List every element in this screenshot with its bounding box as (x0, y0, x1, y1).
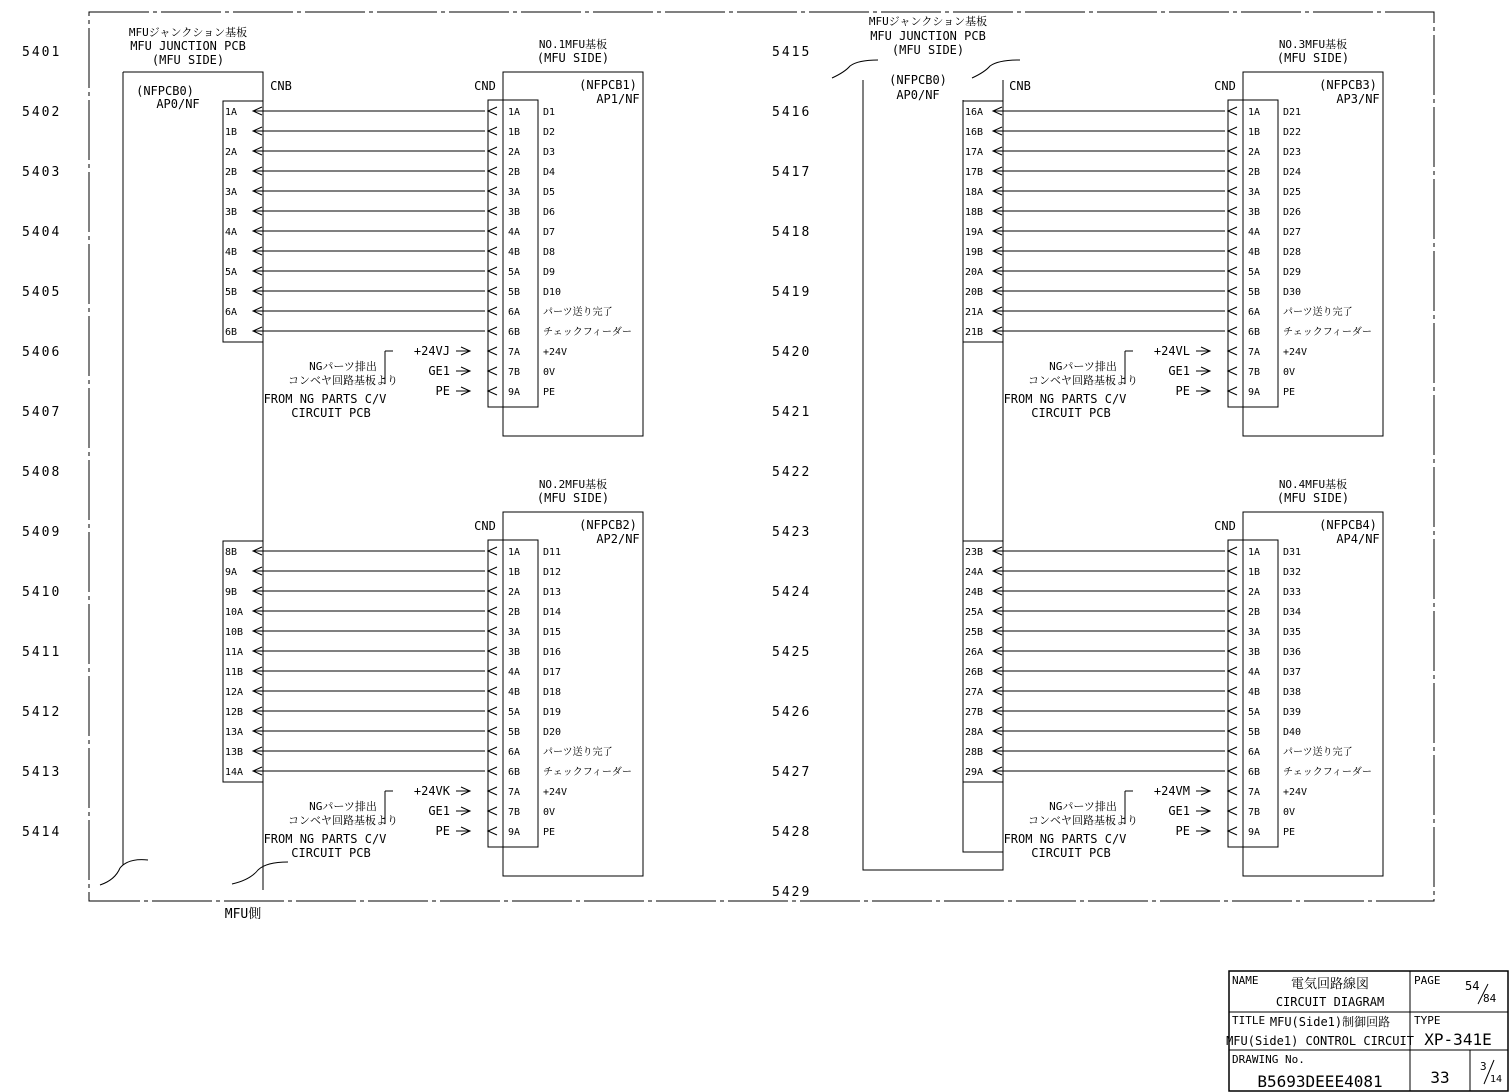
board-side: (MFU SIDE) (1276, 491, 1350, 505)
board-pin: 5B (1248, 727, 1261, 738)
signal-label: D29 (1283, 267, 1302, 278)
junction-pin: 9A (225, 567, 238, 578)
board-side: (MFU SIDE) (536, 491, 610, 505)
signal-label: チェックフィーダー (543, 767, 632, 778)
signal-label: D21 (1283, 107, 1302, 118)
junction-pin: 8B (225, 547, 238, 558)
junction-title-en: MFU JUNCTION PCB (130, 39, 246, 53)
row-number: 5414 (22, 825, 62, 840)
type-label: TYPE (1414, 1014, 1441, 1027)
drawing-number: B5693DEEE4081 (1257, 1072, 1383, 1091)
junction-pin: 11B (225, 667, 244, 678)
signal-label: D13 (543, 587, 562, 598)
junction-title-en: MFU JUNCTION PCB (870, 29, 986, 43)
row-number: 5427 (772, 765, 812, 780)
signal-label: D1 (543, 107, 556, 118)
junction-pin: 6A (225, 307, 238, 318)
board-pin: 1A (508, 547, 521, 558)
board-pin: 3B (1248, 207, 1261, 218)
connector-label: CND (1214, 79, 1236, 93)
row-number: 5424 (772, 585, 812, 600)
signal-label: 0V (1283, 807, 1296, 818)
power-source: GE1 (1168, 804, 1190, 818)
signal-label: +24V (543, 787, 568, 798)
board-pin: 6A (508, 747, 521, 758)
junction-pcb: (NFPCB0) (136, 84, 194, 98)
board-ap: AP2/NF (596, 532, 640, 546)
board-pin: 9A (1248, 387, 1261, 398)
board-pin: 3A (508, 627, 521, 638)
type-value: XP-341E (1424, 1030, 1492, 1049)
sub-total: 14 (1490, 1074, 1503, 1085)
junction-side: (MFU SIDE) (891, 43, 965, 57)
signal-label: D22 (1283, 127, 1302, 138)
row-number: 5406 (22, 345, 62, 360)
signal-label: パーツ送り完了 (1283, 747, 1353, 758)
board-pin: 7B (1248, 367, 1261, 378)
row-number: 5429 (772, 885, 812, 900)
board-pin: 7A (508, 347, 521, 358)
signal-label: +24V (1283, 787, 1308, 798)
signal-label: D8 (543, 247, 556, 258)
row-number: 5405 (22, 285, 62, 300)
board-pin: 3A (1248, 627, 1261, 638)
row-number: 5408 (22, 465, 62, 480)
board-side: (MFU SIDE) (1276, 51, 1350, 65)
signal-label: D11 (543, 547, 562, 558)
junction-pin: 5B (225, 287, 238, 298)
ng-source-jp: NGパーツ排出 (1049, 800, 1117, 813)
board-pin: 4B (1248, 247, 1261, 258)
signal-label: D6 (543, 207, 556, 218)
ng-source-jp: NGパーツ排出 (1049, 360, 1117, 373)
power-source: GE1 (1168, 364, 1190, 378)
signal-label: +24V (1283, 347, 1308, 358)
signal-label: D38 (1283, 687, 1302, 698)
board-pin: 2A (1248, 147, 1261, 158)
junction-pin: 20B (965, 287, 984, 298)
junction-pin: 27B (965, 707, 984, 718)
junction-pin: 10A (225, 607, 244, 618)
junction-pin: 20A (965, 267, 984, 278)
board-pin: 2B (1248, 167, 1261, 178)
junction-pin: 11A (225, 647, 244, 658)
footer-label: MFU側 (224, 907, 262, 922)
junction-ap: AP0/NF (896, 88, 940, 102)
signal-label: 0V (543, 367, 556, 378)
signal-label: D30 (1283, 287, 1302, 298)
board-pin: 7A (1248, 347, 1261, 358)
board-pin: 6B (508, 327, 521, 338)
name-label: NAME (1232, 974, 1259, 987)
signal-label: D10 (543, 287, 562, 298)
junction-pin: 23B (965, 547, 984, 558)
row-number: 5426 (772, 705, 812, 720)
ng-source-en: FROM NG PARTS C/V (1003, 832, 1127, 846)
junction-pin: 5A (225, 267, 238, 278)
name-jp: 電気回路線図 (1290, 977, 1370, 992)
junction-pin: 26A (965, 647, 984, 658)
signal-label: D12 (543, 567, 562, 578)
sheet-number: 33 (1430, 1068, 1450, 1087)
row-number: 5411 (22, 645, 62, 660)
signal-label: D2 (543, 127, 556, 138)
board-pin: 2A (1248, 587, 1261, 598)
board-pin: 9A (1248, 827, 1261, 838)
title-jp: MFU(Side1)制御回路 (1269, 1015, 1391, 1029)
board-pin: 6A (1248, 307, 1261, 318)
ng-source-en: CIRCUIT PCB (1031, 846, 1111, 860)
signal-label: D40 (1283, 727, 1302, 738)
signal-label: パーツ送り完了 (1283, 307, 1353, 318)
row-number: 5413 (22, 765, 62, 780)
power-source: GE1 (428, 364, 450, 378)
signal-label: D24 (1283, 167, 1302, 178)
board-pin: 6B (1248, 767, 1261, 778)
board-pin: 3B (508, 207, 521, 218)
junction-ap: AP0/NF (156, 97, 200, 111)
board-pin: 4B (1248, 687, 1261, 698)
board-pin: 1B (508, 127, 521, 138)
junction-pin: 17B (965, 167, 984, 178)
drawing-label: DRAWING No. (1232, 1053, 1305, 1066)
junction-pin: 24A (965, 567, 984, 578)
row-number: 5428 (772, 825, 812, 840)
ng-source-en: FROM NG PARTS C/V (263, 832, 387, 846)
board-pin: 5B (508, 287, 521, 298)
junction-pin: 10B (225, 627, 244, 638)
board-pin: 2B (1248, 607, 1261, 618)
junction-title-jp: MFUジャンクション基板 (868, 15, 988, 28)
power-source: PE (1175, 824, 1190, 838)
connector-label: CND (474, 79, 496, 93)
signal-label: D25 (1283, 187, 1302, 198)
junction-pin: 21B (965, 327, 984, 338)
board-pin: 6A (1248, 747, 1261, 758)
signal-label: PE (1283, 387, 1296, 398)
ng-source-en: CIRCUIT PCB (1031, 406, 1111, 420)
signal-label: D19 (543, 707, 562, 718)
signal-label: D28 (1283, 247, 1302, 258)
junction-pin: 27A (965, 687, 984, 698)
junction-pin: 18A (965, 187, 984, 198)
row-number: 5403 (22, 165, 62, 180)
board-ap: AP1/NF (596, 92, 640, 106)
signal-label: D9 (543, 267, 556, 278)
junction-pin: 26B (965, 667, 984, 678)
board-pin: 4A (508, 667, 521, 678)
junction-pin: 6B (225, 327, 238, 338)
board-ap: AP4/NF (1336, 532, 1380, 546)
row-number: 5425 (772, 645, 812, 660)
ng-source-en: FROM NG PARTS C/V (1003, 392, 1127, 406)
junction-pin: 19A (965, 227, 984, 238)
row-number: 5404 (22, 225, 62, 240)
power-source: +24VM (1153, 784, 1190, 798)
signal-label: D37 (1283, 667, 1302, 678)
junction-pin: 13B (225, 747, 244, 758)
page-number: 54 (1465, 979, 1480, 993)
junction-pin: 17A (965, 147, 984, 158)
board-title: NO.4MFU基板 (1278, 478, 1348, 491)
signal-label: D35 (1283, 627, 1302, 638)
board-title: NO.2MFU基板 (538, 478, 608, 491)
row-number: 5421 (772, 405, 812, 420)
board-pin: 6A (508, 307, 521, 318)
board-pin: 1A (1248, 547, 1261, 558)
board-pin: 5B (1248, 287, 1261, 298)
junction-pin: 13A (225, 727, 244, 738)
board-pin: 3A (1248, 187, 1261, 198)
page-label: PAGE (1414, 974, 1441, 987)
signal-label: D26 (1283, 207, 1302, 218)
board-pin: 7B (1248, 807, 1261, 818)
junction-pin: 4B (225, 247, 238, 258)
board-pin: 3B (508, 647, 521, 658)
row-number: 5412 (22, 705, 62, 720)
board-pin: 1B (1248, 127, 1261, 138)
row-number: 5422 (772, 465, 812, 480)
row-number: 5423 (772, 525, 812, 540)
signal-label: D36 (1283, 647, 1302, 658)
ng-source-jp: NGパーツ排出 (309, 360, 377, 373)
signal-label: チェックフィーダー (1283, 767, 1372, 778)
junction-pin: 3B (225, 207, 238, 218)
board-pin: 7A (1248, 787, 1261, 798)
row-number: 5416 (772, 105, 812, 120)
ng-source-jp: コンベヤ回路基板より (288, 814, 398, 827)
signal-label: D7 (543, 227, 556, 238)
board-pin: 5B (508, 727, 521, 738)
junction-pin: 16A (965, 107, 984, 118)
signal-label: D27 (1283, 227, 1302, 238)
title-en: MFU(Side1) CONTROL CIRCUIT (1226, 1034, 1414, 1048)
power-source: GE1 (428, 804, 450, 818)
connector-label: CND (474, 519, 496, 533)
signal-label: チェックフィーダー (1283, 327, 1372, 338)
power-source: PE (435, 824, 450, 838)
board-pin: 7A (508, 787, 521, 798)
board-pin: 2A (508, 147, 521, 158)
junction-pin: 9B (225, 587, 238, 598)
page-total: 84 (1483, 992, 1497, 1005)
junction-pin: 2B (225, 167, 238, 178)
power-source: +24VJ (413, 344, 450, 358)
junction-pin: 3A (225, 187, 238, 198)
board-pin: 1A (1248, 107, 1261, 118)
board-pin: 3B (1248, 647, 1261, 658)
board-pin: 2A (508, 587, 521, 598)
row-number: 5418 (772, 225, 812, 240)
sub-number: 3 (1480, 1060, 1487, 1073)
board-pin: 6B (1248, 327, 1261, 338)
ng-source-jp: NGパーツ排出 (309, 800, 377, 813)
board-pin: 4A (1248, 667, 1261, 678)
junction-title-jp: MFUジャンクション基板 (128, 26, 248, 39)
connector-label: CNB (270, 79, 292, 93)
board-title: NO.3MFU基板 (1278, 38, 1348, 51)
junction-pin: 14A (225, 767, 244, 778)
board-pcb: (NFPCB1) (579, 78, 637, 92)
board-pin: 9A (508, 827, 521, 838)
board-side: (MFU SIDE) (536, 51, 610, 65)
board-pin: 5A (508, 267, 521, 278)
junction-pin: 21A (965, 307, 984, 318)
ng-source-en: FROM NG PARTS C/V (263, 392, 387, 406)
junction-pin: 28A (965, 727, 984, 738)
board-pin: 2B (508, 607, 521, 618)
board-pin: 2B (508, 167, 521, 178)
signal-label: D33 (1283, 587, 1302, 598)
board-title: NO.1MFU基板 (538, 38, 608, 51)
junction-pin: 19B (965, 247, 984, 258)
row-number: 5420 (772, 345, 812, 360)
signal-label: D5 (543, 187, 556, 198)
row-number: 5417 (772, 165, 812, 180)
row-number: 5419 (772, 285, 812, 300)
ng-source-jp: コンベヤ回路基板より (1028, 374, 1138, 387)
junction-pin: 12B (225, 707, 244, 718)
board-pcb: (NFPCB2) (579, 518, 637, 532)
board-pin: 5A (1248, 267, 1261, 278)
signal-label: D20 (543, 727, 562, 738)
row-number: 5409 (22, 525, 62, 540)
signal-label: 0V (1283, 367, 1296, 378)
board-pin: 5A (508, 707, 521, 718)
signal-label: D3 (543, 147, 556, 158)
signal-label: D16 (543, 647, 562, 658)
signal-label: パーツ送り完了 (543, 747, 613, 758)
connector-label: CND (1214, 519, 1236, 533)
board-pin: 4A (1248, 227, 1261, 238)
signal-label: D23 (1283, 147, 1302, 158)
signal-label: D32 (1283, 567, 1302, 578)
signal-label: D17 (543, 667, 562, 678)
signal-label: D34 (1283, 607, 1302, 618)
junction-pin: 1B (225, 127, 238, 138)
ng-source-en: CIRCUIT PCB (291, 406, 371, 420)
power-source: PE (1175, 384, 1190, 398)
ng-source-en: CIRCUIT PCB (291, 846, 371, 860)
signal-label: 0V (543, 807, 556, 818)
power-source: +24VK (413, 784, 450, 798)
board-pin: 1B (508, 567, 521, 578)
signal-label: PE (1283, 827, 1296, 838)
board-pin: 5A (1248, 707, 1261, 718)
row-number: 5415 (772, 45, 812, 60)
junction-pin: 12A (225, 687, 244, 698)
board-pin: 3A (508, 187, 521, 198)
connector-label: CNB (1009, 79, 1031, 93)
junction-pin: 18B (965, 207, 984, 218)
ng-source-jp: コンベヤ回路基板より (1028, 814, 1138, 827)
row-number: 5410 (22, 585, 62, 600)
signal-label: D39 (1283, 707, 1302, 718)
board-pin: 4A (508, 227, 521, 238)
signal-label: チェックフィーダー (543, 327, 632, 338)
row-number: 5401 (22, 45, 62, 60)
signal-label: +24V (543, 347, 568, 358)
signal-label: D14 (543, 607, 562, 618)
power-source: +24VL (1153, 344, 1190, 358)
title-label: TITLE (1232, 1014, 1266, 1027)
junction-pin: 28B (965, 747, 984, 758)
board-pin: 1A (508, 107, 521, 118)
board-pin: 4B (508, 247, 521, 258)
board-ap: AP3/NF (1336, 92, 1380, 106)
board-pin: 4B (508, 687, 521, 698)
signal-label: D15 (543, 627, 562, 638)
signal-label: PE (543, 827, 556, 838)
junction-pin: 16B (965, 127, 984, 138)
junction-pin: 1A (225, 107, 238, 118)
board-pcb: (NFPCB3) (1319, 78, 1377, 92)
signal-label: D31 (1283, 547, 1302, 558)
junction-pin: 25B (965, 627, 984, 638)
board-pin: 7B (508, 807, 521, 818)
board-pin: 7B (508, 367, 521, 378)
board-pin: 6B (508, 767, 521, 778)
junction-pin: 2A (225, 147, 238, 158)
ng-source-jp: コンベヤ回路基板より (288, 374, 398, 387)
board-pin: 9A (508, 387, 521, 398)
signal-label: パーツ送り完了 (543, 307, 613, 318)
board-pcb: (NFPCB4) (1319, 518, 1377, 532)
junction-pcb: (NFPCB0) (889, 73, 947, 87)
power-source: PE (435, 384, 450, 398)
signal-label: PE (543, 387, 556, 398)
board-pin: 1B (1248, 567, 1261, 578)
junction-pin: 25A (965, 607, 984, 618)
junction-pin: 4A (225, 227, 238, 238)
row-number: 5407 (22, 405, 62, 420)
name-en: CIRCUIT DIAGRAM (1275, 995, 1385, 1009)
row-number: 5402 (22, 105, 62, 120)
signal-label: D4 (543, 167, 556, 178)
junction-side: (MFU SIDE) (151, 53, 225, 67)
signal-label: D18 (543, 687, 562, 698)
junction-pin: 29A (965, 767, 984, 778)
junction-pin: 24B (965, 587, 984, 598)
